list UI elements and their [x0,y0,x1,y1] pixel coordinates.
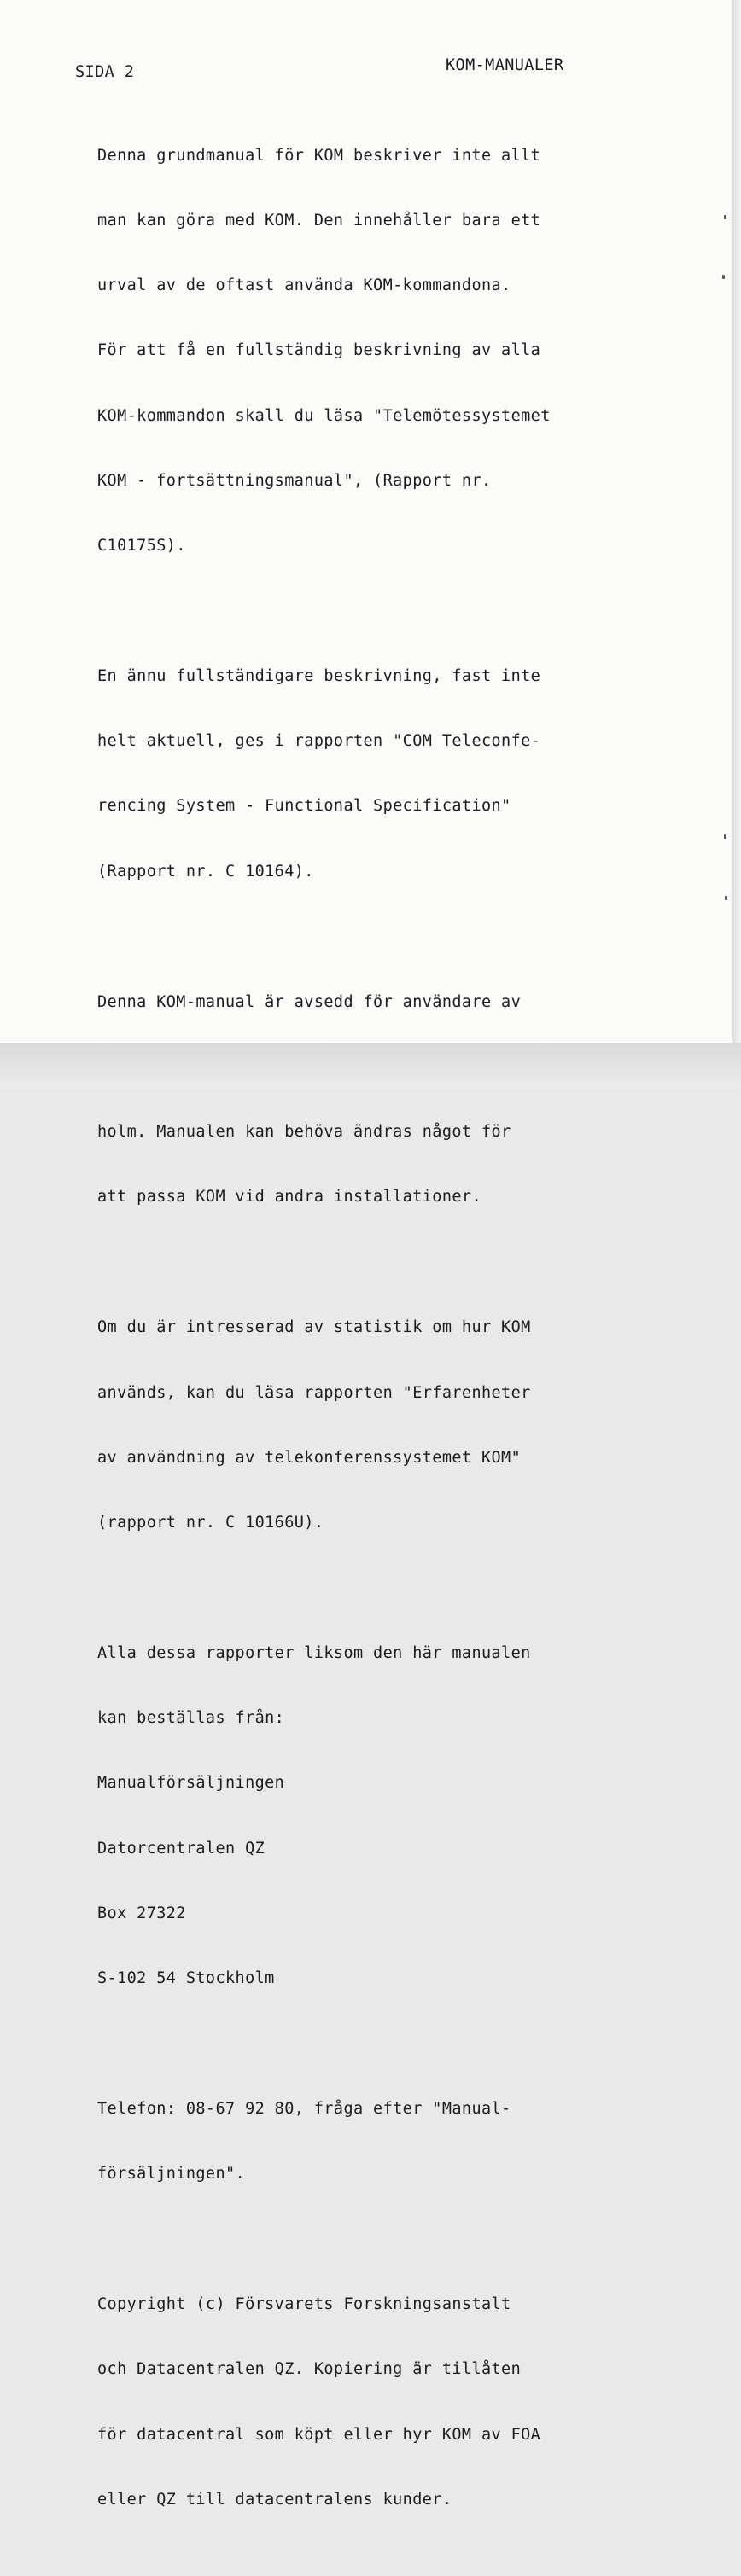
paragraph-statistics [97,1273,627,1577]
text-line: En ännu fullständigare beskrivning, fast inte [97,667,541,686]
text-line: (Rapport nr. C 10164). [97,862,314,881]
text-line: rencing System - Functional Specification" [97,797,511,816]
paragraph-functional-spec [97,622,627,926]
paragraph-audience [97,948,627,1252]
paragraph-ordering-address [97,1599,627,2032]
scan-speck [725,896,727,900]
text-line: och Datacentralen QZ. Kopiering är tillåten [97,2360,522,2379]
text-line: C10175S). [97,537,186,555]
text-line: urval av de oftast använda KOM-kommandona. [97,276,511,295]
text-line: att passa KOM vid andra installationer. [97,1188,481,1207]
text-line: Denna KOM-manual är avsedd för användare av [97,992,522,1011]
text-line: Denna grundmanual för KOM beskriver inte allt [97,146,541,165]
text-line: KOM - fortsättningsmanual", (Rapport nr. [97,471,492,490]
page-edge-shadow [732,0,741,1043]
document-body [97,102,627,2576]
text-line: Datorcentralen QZ [97,1839,265,1858]
text-line: av användning av telekonferenssystemet KOM" [97,1448,522,1467]
text-line: Alla dessa rapporter liksom den här manualen [97,1643,531,1662]
text-line: för datacentral som köpt eller hyr KOM av FOA [97,2425,541,2444]
text-line: Om du är intresserad av statistik om hur KOM [97,1318,531,1337]
text-line: S-102 54 Stockholm [97,1968,275,1987]
text-line: Copyright (c) Försvarets Forskningsanstalt [97,2295,511,2314]
text-line: KOM-kommandon skall du läsa "Telemötessystemet [97,406,551,425]
text-line: används, kan du läsa rapporten "Erfarenheter [97,1383,531,1402]
paragraph-copyright [97,2250,627,2554]
paragraph-references-intro [97,102,627,600]
scan-speck [724,215,726,219]
page-number-label: SIDA 2 [75,63,135,81]
text-line: försäljningen". [97,2165,246,2183]
text-line: holm. Manualen kan behöva ändras något för [97,1123,511,1142]
text-line: helt aktuell, ges i rapporten "COM Teleconfe- [97,732,541,751]
paragraph-telephone [97,2055,627,2228]
text-line: För att få en fullständig beskrivning av alla [97,341,541,360]
text-line: Box 27322 [97,1904,186,1922]
scan-speck [724,834,726,839]
scanner-bed-shadow [0,1043,741,1088]
text-line: Telefon: 08-67 92 80, fråga efter "Manual- [97,2099,511,2118]
text-line: man kan göra med KOM. Den innehåller bara ett [97,212,541,230]
text-line: (rapport nr. C 10166U). [97,1513,324,1532]
text-line: Manualförsäljningen [97,1774,285,1793]
text-line: kan beställas från: [97,1709,285,1728]
section-title: KOM-MANUALER [446,56,564,74]
text-line: eller QZ till datacentralens kunder. [97,2490,452,2509]
scan-speck [722,275,725,279]
